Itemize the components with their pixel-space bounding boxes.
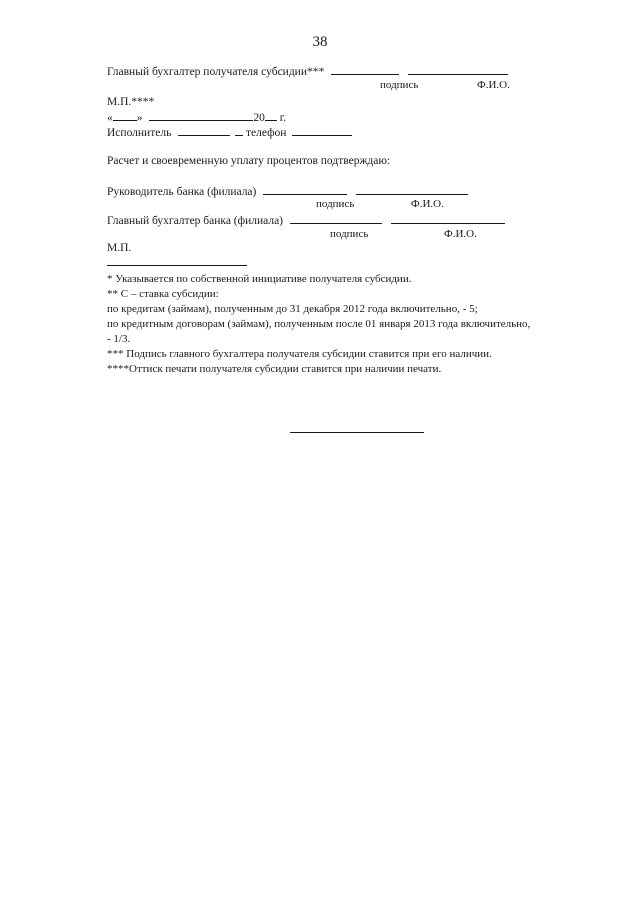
executor-line (107, 124, 352, 140)
bank-head-name-caption: Ф.И.О. (411, 198, 444, 210)
date-close-quote: » (136, 112, 143, 124)
recipient-name-caption: Ф.И.О. (477, 79, 510, 91)
executor-extra-blank (235, 124, 243, 136)
recipient-stamp-label: М.П.**** (107, 96, 155, 108)
day-blank[interactable] (113, 109, 137, 121)
year-suffix: г. (279, 112, 287, 124)
page-number: 38 (312, 34, 328, 50)
year-blank[interactable] (265, 109, 277, 121)
executor-name-blank[interactable] (178, 124, 230, 136)
footnote-3: по кредитам (займам), полученным до 31 декабря 2012 года включительно, - 5; (107, 303, 478, 315)
footnote-2: ** С – ставка субсидии: (107, 288, 219, 300)
bank-chief-accountant-signature-blank[interactable] (290, 212, 382, 224)
footnote-7: ****Оттиск печати получателя субсидии ставится при наличии печати. (107, 363, 442, 375)
footnote-5: - 1/3. (107, 333, 131, 345)
bank-chief-accountant-signature-caption: подпись (330, 228, 369, 240)
footnote-separator (107, 265, 247, 266)
bank-head-signature-caption: подпись (316, 198, 355, 210)
bank-chief-accountant-name-blank[interactable] (391, 212, 505, 224)
recipient-chief-accountant-line (107, 63, 508, 79)
date-line (107, 109, 286, 125)
recipient-chief-accountant-name-blank[interactable] (408, 63, 508, 75)
executor-label: Исполнитель (107, 127, 172, 139)
bank-chief-accountant-name-caption: Ф.И.О. (444, 228, 477, 240)
footnote-1: * Указывается по собственной инициативе получателя субсидии. (107, 273, 412, 285)
closing-rule (290, 432, 424, 433)
recipient-chief-accountant-signature-blank[interactable] (331, 63, 399, 75)
year-prefix: 20 (253, 112, 265, 124)
date-open-quote: « (107, 112, 113, 124)
month-blank[interactable] (149, 109, 253, 121)
bank-head-name-blank[interactable] (356, 183, 468, 195)
footnote-6: *** Подпись главного бухгалтера получателя субсидии ставится при его наличии. (107, 348, 492, 360)
confirmation-text: Расчет и своевременную уплату процентов подтверждаю: (107, 155, 391, 167)
footnote-4: по кредитным договорам (займам), полученным после 01 января 2013 года включительно, (107, 318, 531, 330)
bank-head-label: Руководитель банка (филиала) (107, 186, 257, 198)
recipient-chief-accountant-label: Главный бухгалтер получателя субсидии*** (107, 66, 325, 78)
phone-blank[interactable] (292, 124, 352, 136)
recipient-signature-caption: подпись (380, 79, 419, 91)
bank-chief-accountant-label: Главный бухгалтер банка (филиала) (107, 215, 284, 227)
bank-chief-accountant-line (107, 212, 505, 228)
bank-head-signature-blank[interactable] (263, 183, 347, 195)
bank-head-line (107, 183, 468, 199)
phone-label: телефон (245, 127, 287, 139)
bank-stamp-label: М.П. (107, 242, 132, 254)
